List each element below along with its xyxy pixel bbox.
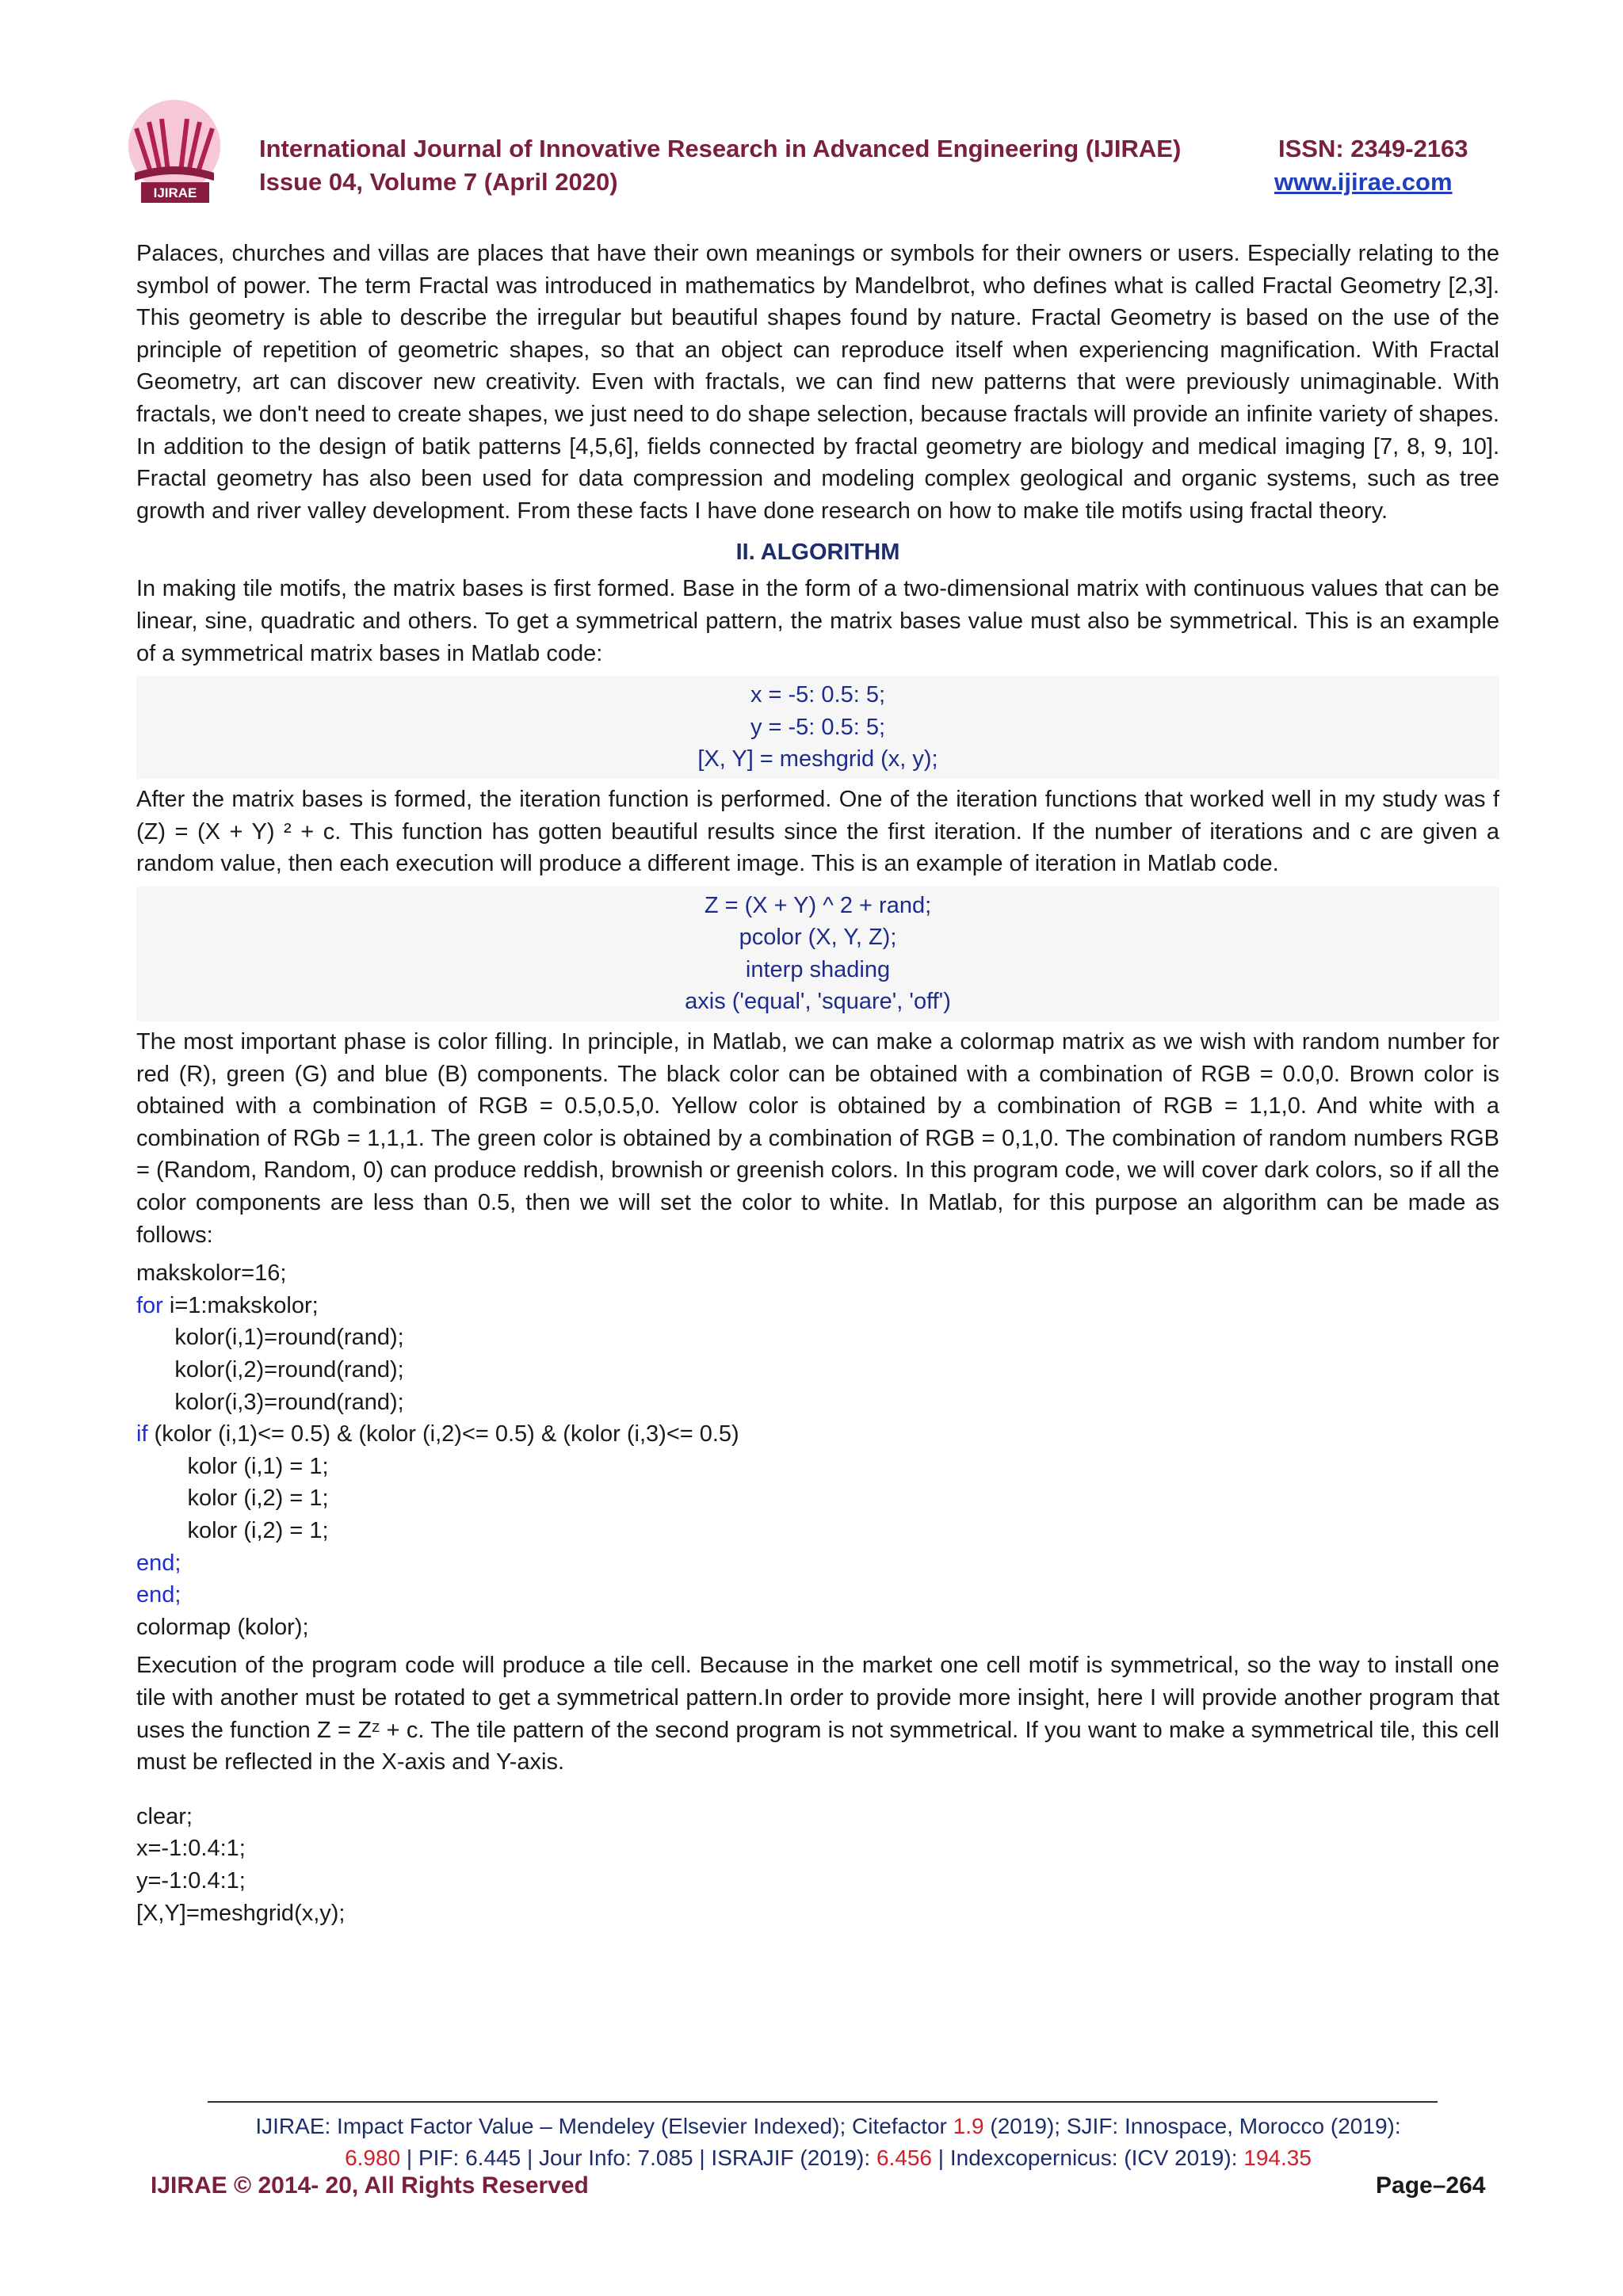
code-block-meshgrid xyxy=(136,676,1499,779)
code-line: makskolor=16; xyxy=(136,1261,287,1287)
paragraph-matrix-bases: In making tile motifs, the matrix bases is first formed. Base in the form of a two-dimensional matrix with continuous values that can be linear, sine, quadratic and others. To get a symmetrical pattern, the matrix bases value must also be symmetrical. This is an example of a symmetrical matrix bases in Matlab code: xyxy=(136,576,1499,666)
code-keyword: for xyxy=(136,1292,163,1318)
code-line: kolor (i,2) = 1; xyxy=(136,1486,329,1512)
code-line: [X, Y] = meshgrid (x, y); xyxy=(697,746,938,772)
code-line: y=-1:0.4:1; xyxy=(136,1867,246,1894)
footer-text: | Indexcopernicus: (ICV 2019): xyxy=(932,2145,1244,2170)
journal-title: International Journal of Innovative Research in Advanced Engineering (IJIRAE) xyxy=(259,135,1182,162)
issn: ISSN: 2349-2163 xyxy=(1278,135,1468,162)
code-keyword: if xyxy=(136,1421,148,1447)
footer-text: | PIF: 6.445 | Jour Info: 7.085 | ISRAJIF (2019): xyxy=(400,2145,876,2170)
code-block-colormap xyxy=(136,1257,1499,1643)
page-number: Page–264 xyxy=(1376,2172,1486,2199)
footer-text: IJIRAE: Impact Factor Value – Mendeley (Elsevier Indexed); Citefactor xyxy=(255,2114,953,2138)
code-line: end; xyxy=(136,1550,181,1576)
code-line: x=-1:0.4:1; xyxy=(136,1836,246,1862)
code-line: end; xyxy=(136,1582,181,1608)
code-block-second-program xyxy=(136,1801,1499,1929)
code-line: [X,Y]=meshgrid(x,y); xyxy=(136,1900,346,1926)
paragraph-intro: Palaces, churches and villas are places that have their own meanings or symbols for their owners or users. Especially relating to the symbol of power. The term Fractal was introduced in mathematics by Mandelbrot, who defines what is called Fractal Geometry [2,3]. This geometry is able to describe the irregular but beautiful shapes found by nature. Fractal Geometry is based on the use of the principle of repetition of geometric shapes, so that an object can reproduce itself when experiencing magnification. With Fractal Geometry, art can discover new creativity. Even with fractals, we can find new patterns that were previously unimaginable. With fractals, we don't need to create shapes, we just need to do shape selection, because fractals will provide an infinite variety of shapes. In addition to the design of batik patterns [4,5,6], fields connected by fractal geometry are biology and medical imaging [7, 8, 9, 10]. Fractal geometry has also been used for data compression and modeling complex geological and organic systems, such as tree growth and river valley development. From these facts I have done research on how to make tile motifs using fractal theory. xyxy=(136,241,1499,524)
code-line: kolor(i,3)=round(rand); xyxy=(136,1389,404,1415)
code-line: kolor(i,2)=round(rand); xyxy=(136,1357,404,1383)
code-line: clear; xyxy=(136,1803,193,1829)
paragraph-iteration: After the matrix bases is formed, the iteration function is performed. One of the iteration functions that worked well in my study was f (Z) = (X + Y) ² + c. This function has gotten beautiful results since the first iteration. If the number of iterations and c are given a random value, then each execution will produce a different image. This is an example of iteration in Matlab code. xyxy=(136,786,1499,877)
code-block-iteration xyxy=(136,887,1499,1021)
footer-impact-factors xyxy=(155,2111,1502,2174)
code-line xyxy=(136,1290,1499,1322)
code-line: kolor (i,1) = 1; xyxy=(136,1453,329,1479)
paragraph-color-filling: The most important phase is color filling. In principle, in Matlab, we can make a colormap matrix as we wish with random number for red (R), green (G) and blue (B) components. The black color can be obtained with a combination of RGB = 0.0,0. Brown color is obtained with a combination of RGB = 0.5,0.5,0. Yellow color is obtained by a combination of RGB = 1,1,0. And white with a combination of RGb = 1,1,1. The green color is obtained by a combination of RGB = 0,1,0. The combination of random numbers RGB = (Random, Random, 0) can produce reddish, brownish or greenish colors. In this program code, we will cover dark colors, so if all the color components are less than 0.5, then we will set the color to white. In Matlab, for this purpose an algorithm can be made as follows: xyxy=(136,1029,1499,1248)
footer-highlight: 6.456 xyxy=(876,2145,933,2170)
ijirae-logo-icon xyxy=(119,97,238,208)
paragraph-execution: Execution of the program code will produce a tile cell. Because in the market one cell motif is symmetrical, so the way to install one tile with another must be rotated to get a symmetrical pattern.In order to provide more insight, here I will provide another program that uses the function Z = Zᶻ + c. The tile pattern of the second program is not symmetrical. If you want to make a symmetrical tile, this cell must be reflected in the X-axis and Y-axis. xyxy=(136,1653,1499,1775)
code-text: i=1:makskolor; xyxy=(162,1292,319,1318)
section-heading: II. ALGORITHM xyxy=(735,540,900,566)
code-line: colormap (kolor); xyxy=(136,1614,309,1640)
code-line: interp shading xyxy=(745,956,891,982)
footer-highlight: 1.9 xyxy=(953,2114,984,2138)
code-line: Z = (X + Y) ^ 2 + rand; xyxy=(704,892,932,918)
footer-highlight: 6.980 xyxy=(345,2145,401,2170)
issue-info: Issue 04, Volume 7 (April 2020) xyxy=(259,168,618,196)
footer-text: (2019); SJIF: Innospace, Morocco (2019): xyxy=(983,2114,1401,2138)
footer-copyright: IJIRAE © 2014- 20, All Rights Reserved xyxy=(151,2172,589,2199)
code-line: kolor (i,2) = 1; xyxy=(136,1517,329,1543)
footer-highlight: 194.35 xyxy=(1243,2145,1312,2170)
code-line: kolor(i,1)=round(rand); xyxy=(136,1325,404,1351)
body-content xyxy=(136,238,1499,1936)
code-text: (kolor (i,1)<= 0.5) & (kolor (i,2)<= 0.5) & (kolor (i,3)<= 0.5) xyxy=(147,1421,739,1447)
code-line xyxy=(136,1418,1499,1451)
journal-url-link[interactable]: www.ijirae.com xyxy=(1274,168,1453,196)
code-line: x = -5: 0.5: 5; xyxy=(750,682,886,708)
code-line: y = -5: 0.5: 5; xyxy=(750,714,886,740)
footer-divider xyxy=(208,2101,1438,2103)
code-line: pcolor (X, Y, Z); xyxy=(739,925,897,951)
code-line: axis ('equal', 'square', 'off') xyxy=(685,989,951,1015)
logo-text: IJIRAE xyxy=(153,185,197,200)
